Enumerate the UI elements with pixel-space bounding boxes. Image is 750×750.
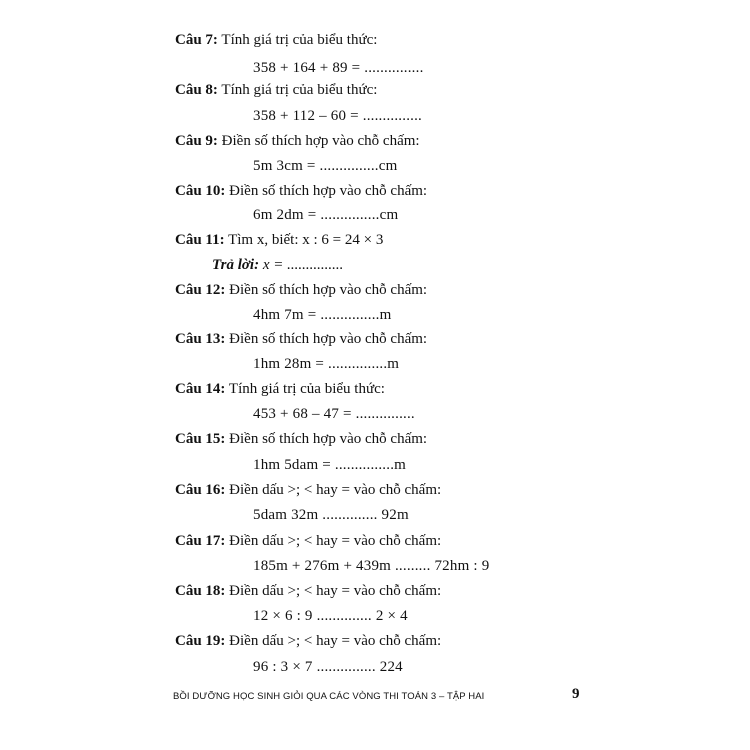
question-label: Câu 13: bbox=[175, 331, 226, 347]
question-label: Câu 9: bbox=[175, 133, 218, 149]
answer-line bbox=[212, 256, 343, 274]
question-label: Câu 16: bbox=[175, 482, 226, 498]
expression: 358 + 112 – 60 = ............... bbox=[253, 108, 423, 124]
expression: 358 + 164 + 89 = ............... bbox=[253, 60, 424, 76]
question-label: Câu 18: bbox=[175, 583, 226, 599]
question-11 bbox=[175, 231, 383, 249]
expression: 453 + 68 – 47 = ............... bbox=[253, 406, 415, 422]
question-text: Tính giá trị của biểu thức: bbox=[217, 32, 378, 48]
question-16 bbox=[175, 481, 441, 499]
question-text: Điền dấu >; < hay = vào chỗ chấm: bbox=[225, 633, 442, 649]
page-number: 9 bbox=[572, 686, 580, 702]
question-text: Điền số thích hợp vào chỗ chấm: bbox=[225, 183, 428, 199]
question-9 bbox=[175, 132, 420, 150]
question-label: Câu 12: bbox=[175, 282, 226, 298]
question-text: Tìm x, biết: x : 6 = 24 × 3 bbox=[224, 232, 384, 248]
expression: 96 : 3 × 7 ............... 224 bbox=[253, 659, 403, 675]
expression: 6m 2dm = ...............cm bbox=[253, 207, 399, 223]
expression: 4hm 7m = ...............m bbox=[253, 307, 392, 323]
question-text: Tính giá trị của biểu thức: bbox=[225, 381, 385, 397]
question-text: Điền số thích hợp vào chỗ chấm: bbox=[225, 282, 428, 298]
question-15 bbox=[175, 430, 427, 448]
question-label: Câu 7: bbox=[175, 32, 218, 48]
question-text: Điền dấu >; < hay = vào chỗ chấm: bbox=[225, 533, 442, 549]
expression: 1hm 28m = ...............m bbox=[253, 356, 400, 372]
expression: 5dam 32m .............. 92m bbox=[253, 507, 409, 523]
question-label: Câu 15: bbox=[175, 431, 226, 447]
expression: 5m 3cm = ...............cm bbox=[253, 158, 398, 174]
question-label: Câu 8: bbox=[175, 82, 218, 98]
question-17 bbox=[175, 532, 441, 550]
question-text: Điền dấu >; < hay = vào chỗ chấm: bbox=[225, 482, 442, 498]
question-18 bbox=[175, 582, 441, 600]
question-label: Câu 19: bbox=[175, 633, 226, 649]
question-text: Điền dấu >; < hay = vào chỗ chấm: bbox=[225, 583, 442, 599]
answer-label: Trả lời: bbox=[212, 257, 260, 273]
question-label: Câu 10: bbox=[175, 183, 226, 199]
question-14 bbox=[175, 380, 385, 398]
question-19 bbox=[175, 632, 441, 650]
question-text: Điền số thích hợp vào chỗ chấm: bbox=[225, 331, 428, 347]
question-label: Câu 11: bbox=[175, 232, 225, 248]
question-13 bbox=[175, 330, 427, 348]
question-label: Câu 14: bbox=[175, 381, 226, 397]
question-10 bbox=[175, 182, 427, 200]
question-text: Điền số thích hợp vào chỗ chấm: bbox=[217, 133, 420, 149]
expression: 12 × 6 : 9 .............. 2 × 4 bbox=[253, 608, 408, 624]
question-text: Tính giá trị của biểu thức: bbox=[217, 82, 378, 98]
expression: 185m + 276m + 439m ......... 72hm : 9 bbox=[253, 558, 490, 574]
question-12 bbox=[175, 281, 427, 299]
answer-value: x = ............... bbox=[259, 257, 344, 273]
question-8 bbox=[175, 81, 377, 99]
expression: 1hm 5dam = ...............m bbox=[253, 457, 407, 473]
footer-book-title: BỒI DƯỠNG HỌC SINH GIỎI QUA CÁC VÒNG THI TOÁN 3 – TẬP HAI bbox=[173, 691, 485, 702]
question-text: Điền số thích hợp vào chỗ chấm: bbox=[225, 431, 428, 447]
question-label: Câu 17: bbox=[175, 533, 226, 549]
question-7 bbox=[175, 31, 377, 49]
